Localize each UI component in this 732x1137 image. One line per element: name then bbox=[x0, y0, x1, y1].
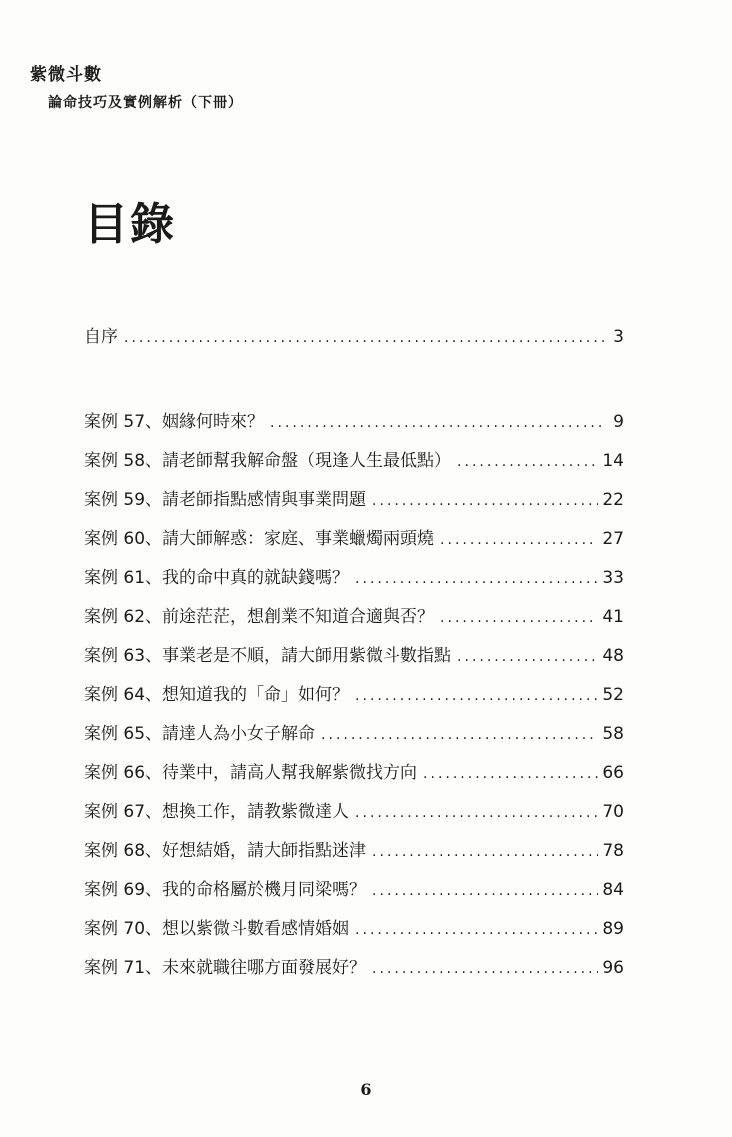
toc-entry-page: 70 bbox=[602, 802, 624, 822]
toc-entry-label: 案例 57、姻緣何時來？ bbox=[84, 412, 265, 432]
toc-entry[interactable] bbox=[84, 524, 624, 563]
dot-leader bbox=[372, 961, 598, 977]
toc-entry-page: 89 bbox=[602, 919, 624, 939]
dot-leader bbox=[423, 766, 598, 782]
toc-entry[interactable] bbox=[84, 602, 624, 641]
toc-entry-label: 案例 62、前途茫茫，想創業不知道合適與否？ bbox=[84, 607, 435, 627]
toc-entry-page: 9 bbox=[613, 412, 624, 432]
toc-entry[interactable] bbox=[84, 914, 624, 953]
toc-entry-label: 案例 63、事業老是不順，請大師用紫微斗數指點 bbox=[84, 646, 452, 666]
toc-entry[interactable] bbox=[84, 875, 624, 914]
toc-entry-page: 58 bbox=[602, 724, 624, 744]
toc-entry-label: 自序 bbox=[84, 327, 118, 347]
table-of-contents bbox=[84, 322, 624, 992]
book-title: 紫微斗數 bbox=[30, 65, 102, 85]
dot-leader bbox=[321, 727, 598, 743]
page-number: 6 bbox=[360, 1080, 372, 1099]
toc-entry-page: 41 bbox=[602, 607, 624, 627]
toc-entry-page: 52 bbox=[602, 685, 624, 705]
toc-entry-page: 78 bbox=[602, 841, 624, 861]
toc-entry-page: 66 bbox=[602, 763, 624, 783]
toc-entry-label: 案例 65、請達人為小女子解命 bbox=[84, 724, 316, 744]
dot-leader bbox=[355, 805, 598, 821]
case-list bbox=[84, 407, 624, 992]
dot-leader bbox=[372, 844, 598, 860]
toc-entry-page: 84 bbox=[602, 880, 624, 900]
book-subtitle: 論命技巧及實例解析（下冊） bbox=[48, 95, 243, 111]
toc-entry-label: 案例 60、請大師解惑：家庭、事業蠟燭兩頭燒 bbox=[84, 529, 435, 549]
toc-entry[interactable] bbox=[84, 446, 624, 485]
dot-leader bbox=[355, 922, 598, 938]
dot-leader bbox=[124, 330, 606, 346]
toc-entry[interactable] bbox=[84, 953, 624, 992]
dot-leader bbox=[457, 649, 598, 665]
toc-entry-page: 33 bbox=[602, 568, 624, 588]
toc-entry[interactable] bbox=[84, 836, 624, 875]
toc-entry[interactable] bbox=[84, 797, 624, 836]
dot-leader bbox=[440, 610, 598, 626]
toc-entry-label: 案例 67、想換工作，請教紫微達人 bbox=[84, 802, 350, 822]
toc-entry-label: 案例 64、想知道我的「命」如何？ bbox=[84, 685, 350, 705]
toc-entry-preface[interactable] bbox=[84, 322, 624, 361]
toc-entry-page: 27 bbox=[602, 529, 624, 549]
dot-leader bbox=[372, 883, 598, 899]
toc-entry-label: 案例 68、好想結婚，請大師指點迷津 bbox=[84, 841, 367, 861]
page-title: 目錄 bbox=[84, 199, 176, 250]
dot-leader bbox=[440, 532, 598, 548]
toc-entry-label: 案例 59、請老師指點感情與事業問題 bbox=[84, 490, 367, 510]
toc-entry[interactable] bbox=[84, 719, 624, 758]
toc-entry-page: 14 bbox=[602, 451, 624, 471]
dot-leader bbox=[355, 688, 598, 704]
toc-entry[interactable] bbox=[84, 641, 624, 680]
toc-entry[interactable] bbox=[84, 758, 624, 797]
toc-entry[interactable] bbox=[84, 485, 624, 524]
toc-entry[interactable] bbox=[84, 680, 624, 719]
dot-leader bbox=[355, 571, 598, 587]
toc-entry[interactable] bbox=[84, 407, 624, 446]
toc-entry-label: 案例 66、待業中，請高人幫我解紫微找方向 bbox=[84, 763, 418, 783]
dot-leader bbox=[372, 493, 598, 509]
spacer bbox=[84, 361, 624, 407]
toc-entry-page: 96 bbox=[602, 958, 624, 978]
toc-entry-label: 案例 69、我的命格屬於機月同梁嗎？ bbox=[84, 880, 367, 900]
toc-entry-label: 案例 58、請老師幫我解命盤（現逢人生最低點） bbox=[84, 451, 452, 471]
toc-entry-page: 22 bbox=[602, 490, 624, 510]
toc-entry-label: 案例 70、想以紫微斗數看感情婚姻 bbox=[84, 919, 350, 939]
toc-entry[interactable] bbox=[84, 563, 624, 602]
dot-leader bbox=[457, 454, 598, 470]
dot-leader bbox=[270, 415, 606, 431]
toc-entry-page: 3 bbox=[613, 327, 624, 347]
toc-entry-label: 案例 61、我的命中真的就缺錢嗎？ bbox=[84, 568, 350, 588]
toc-entry-label: 案例 71、未來就職往哪方面發展好？ bbox=[84, 958, 367, 978]
toc-entry-page: 48 bbox=[602, 646, 624, 666]
